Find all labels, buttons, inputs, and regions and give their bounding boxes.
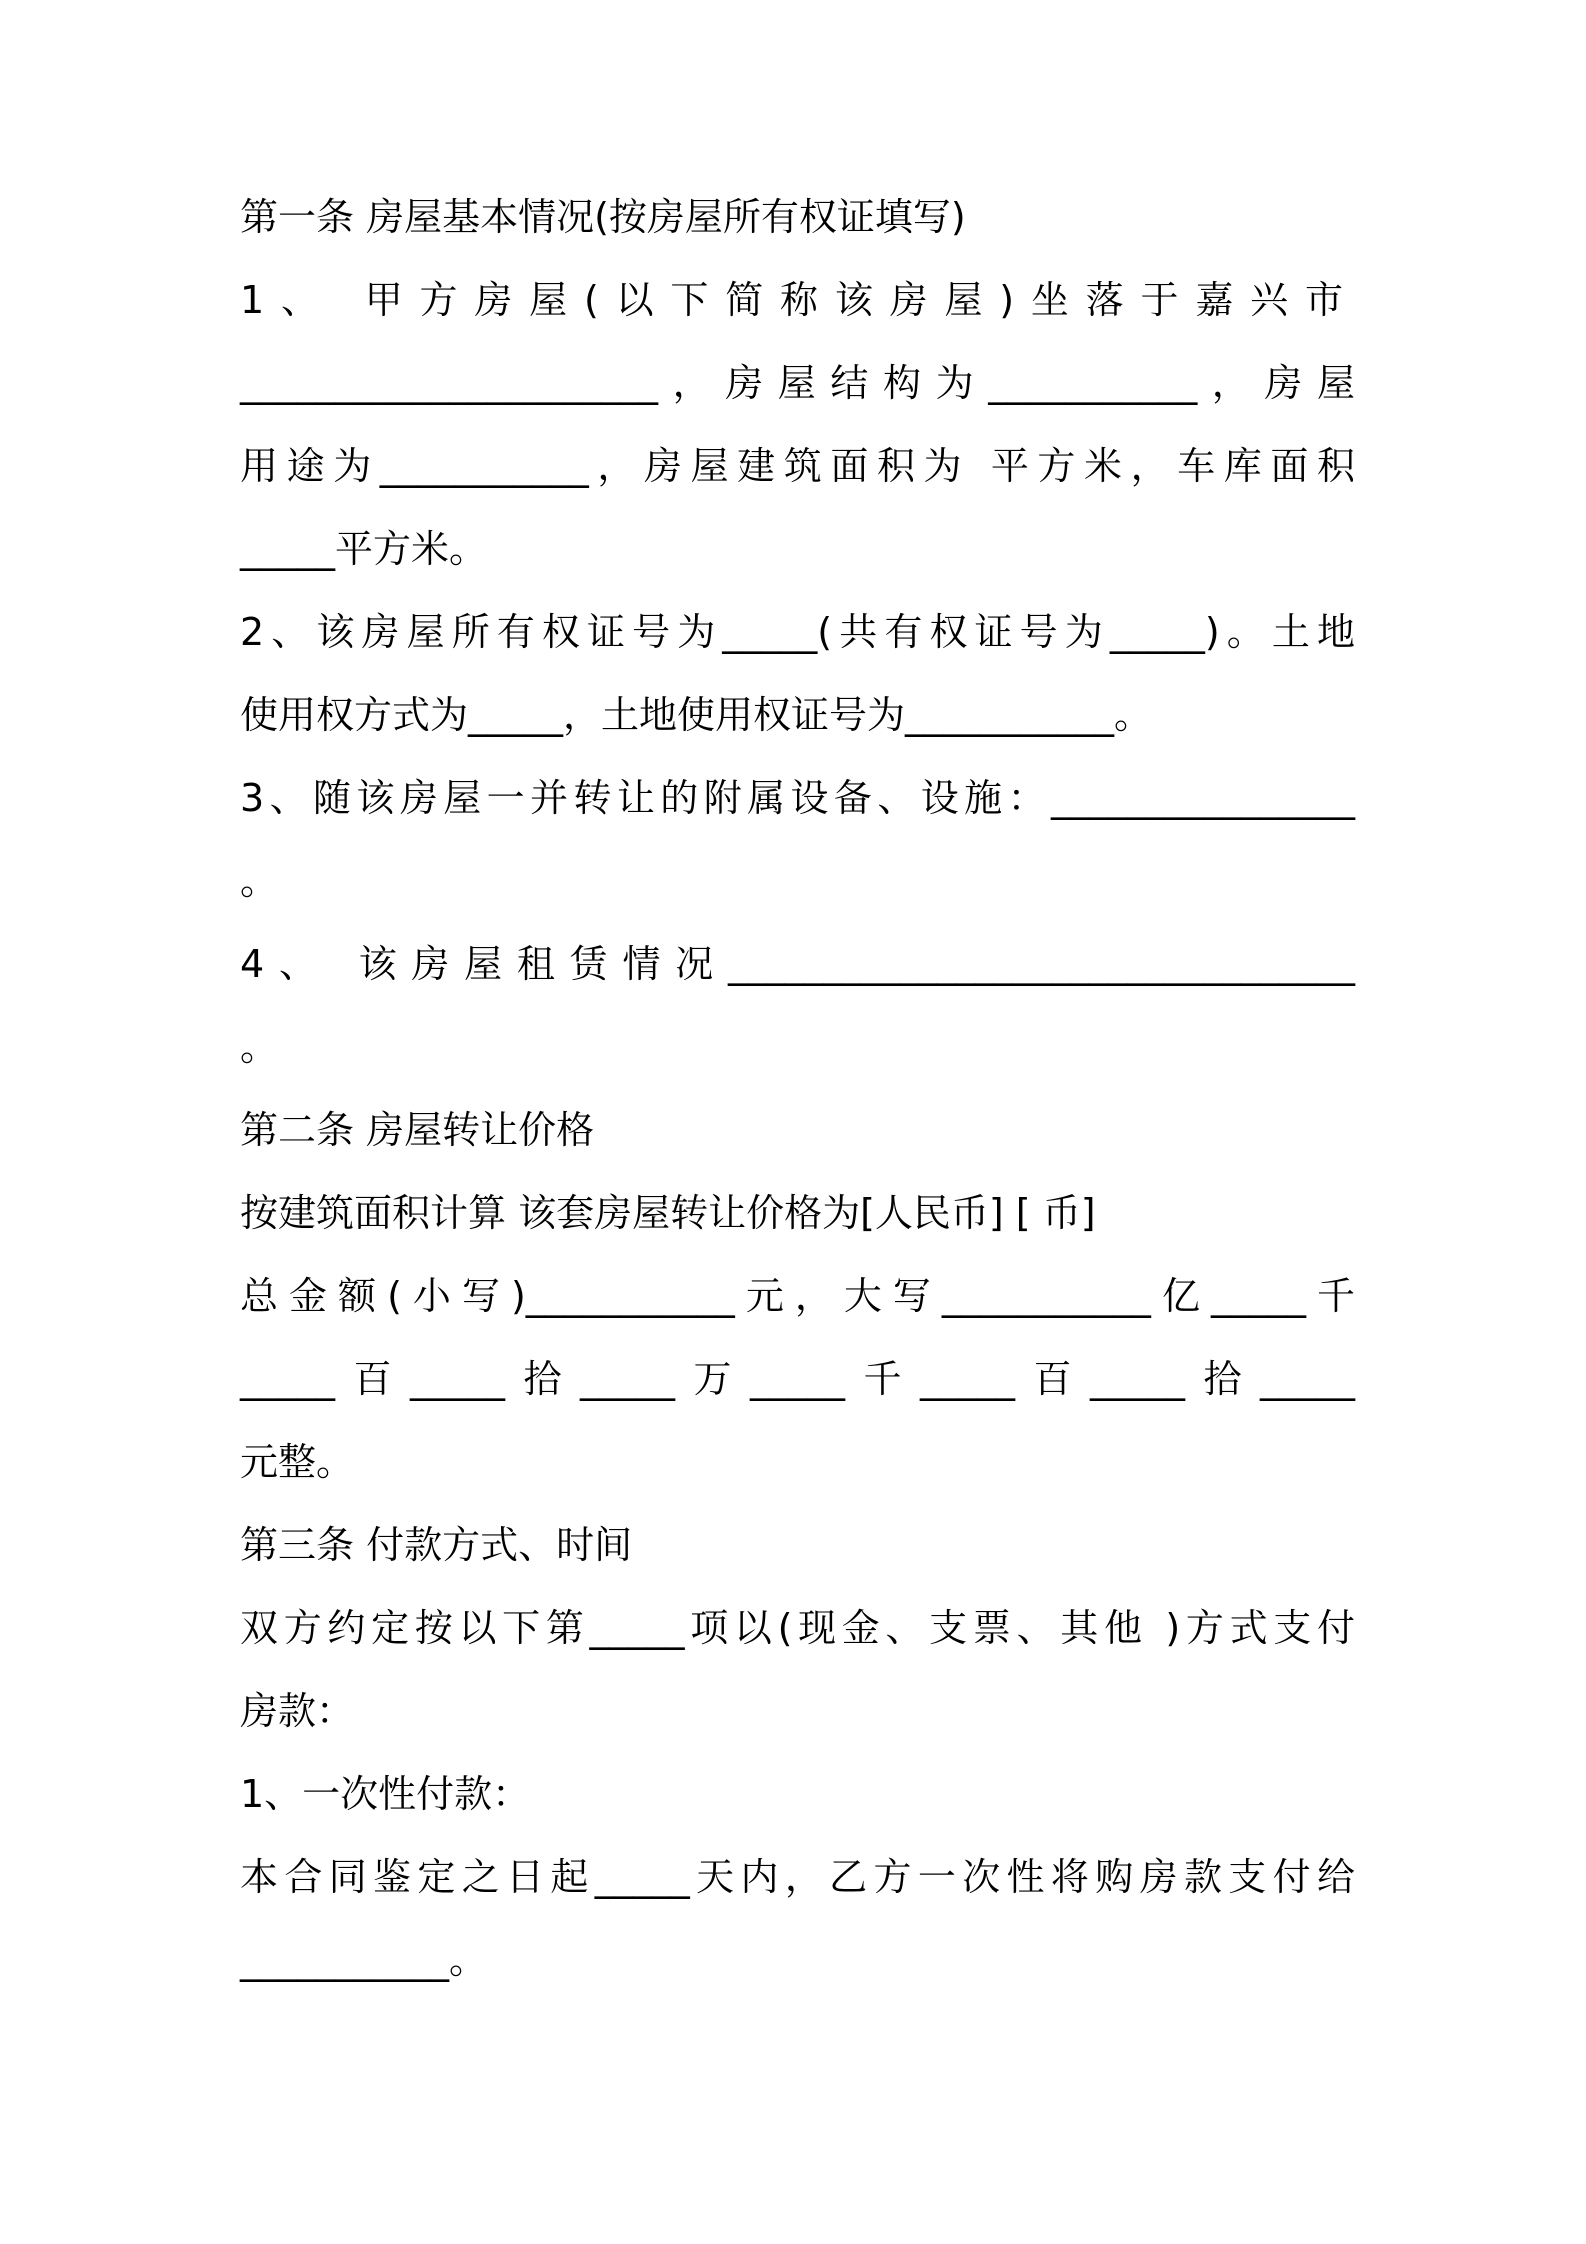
article-2-line-3: _____百_____拾_____万_____千_____百_____拾_____	[240, 1357, 1355, 1401]
article-2-line-1: 按建筑面积计算 该套房屋转让价格为[人民币] [ 币]	[240, 1191, 1096, 1235]
article-3-line-2: 房款：	[240, 1689, 355, 1733]
article-1-item-1-line-2: ______________________，房屋结构为___________，房屋	[240, 361, 1355, 405]
article-1-item-2-line-1: 2、该房屋所有权证号为_____(共有权证号为_____)。土地	[240, 610, 1355, 654]
article-1-heading: 第一条 房屋基本情况(按房屋所有权证填写)	[240, 195, 966, 239]
article-2-heading: 第二条 房屋转让价格	[240, 1108, 595, 1152]
article-3-item-1-line-1: 本合同鉴定之日起_____天内，乙方一次性将购房款支付给	[240, 1855, 1355, 1899]
article-1-item-3-line-2: 。	[240, 859, 279, 903]
article-1-item-1-line-3: 用途为___________，房屋建筑面积为 平方米，车库面积	[240, 444, 1355, 488]
article-1-item-1-line-1: 1、 甲方房屋(以下简称该房屋)坐落于嘉兴市	[240, 278, 1355, 322]
article-2-line-2: 总金额(小写)___________元，大写___________亿_____千	[240, 1274, 1355, 1318]
article-3-item-1-line-2: ___________。	[240, 1938, 488, 1982]
article-3-item-1-heading: 1、一次性付款：	[240, 1772, 531, 1816]
article-1-item-3-line-1: 3、随该房屋一并转让的附属设备、设施：________________	[240, 776, 1355, 820]
document-page	[240, 196, 1355, 2022]
article-2-line-4: 元整。	[240, 1440, 355, 1484]
article-1-item-2-line-2: 使用权方式为_____，土地使用权证号为___________。	[240, 693, 1153, 737]
article-1-item-4-line-2: 。	[240, 1025, 279, 1069]
article-3-line-1: 双方约定按以下第_____项以(现金、支票、其他 )方式支付	[240, 1606, 1355, 1650]
article-3-heading: 第三条 付款方式、时间	[240, 1523, 633, 1567]
article-1-item-1-line-4: _____平方米。	[240, 527, 488, 571]
article-1-item-4-line-1: 4、 该房屋租赁情况_________________________________	[240, 942, 1355, 986]
